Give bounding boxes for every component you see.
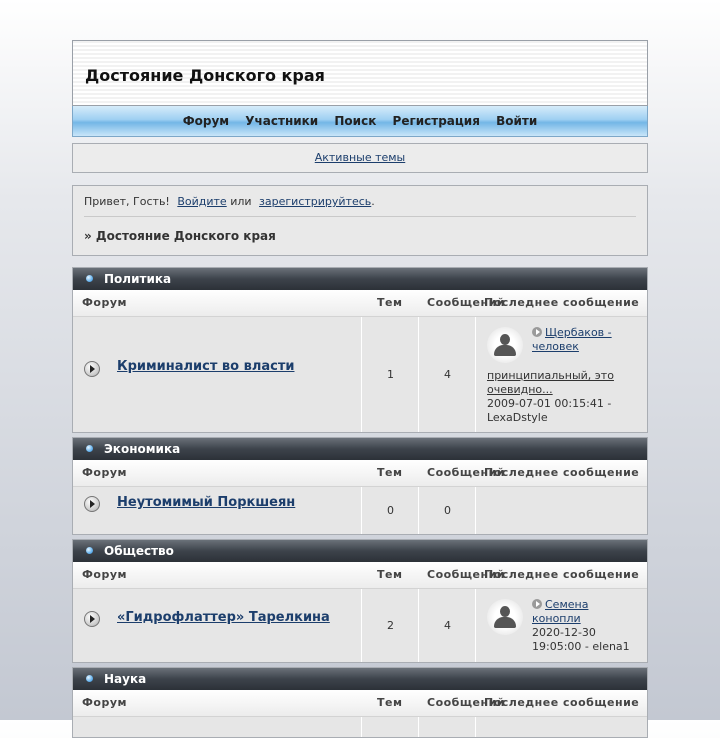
col-topics: Тем bbox=[377, 296, 403, 309]
topics-count: 1 bbox=[387, 368, 394, 381]
col-last: Последнее сообщение bbox=[484, 466, 640, 479]
topics-cell bbox=[361, 487, 419, 534]
forum-row bbox=[73, 487, 647, 534]
category-economy bbox=[72, 437, 648, 535]
col-posts: Сообщений bbox=[427, 568, 506, 581]
posts-count: 4 bbox=[444, 368, 451, 381]
forum-arrow-icon bbox=[84, 611, 100, 627]
forum-cell bbox=[73, 589, 361, 662]
nav-forum[interactable]: Форум bbox=[182, 114, 230, 128]
last-post-user: LexaDstyle bbox=[487, 411, 548, 424]
goto-post-icon bbox=[532, 599, 542, 609]
forum-link[interactable]: Неутомимый Поркшеян bbox=[117, 495, 296, 510]
last-post-title-part1[interactable] bbox=[532, 326, 612, 354]
register-link[interactable]: зарегистрируйтесь bbox=[259, 195, 372, 208]
col-last: Последнее сообщение bbox=[484, 296, 640, 309]
last-post-cell bbox=[475, 487, 647, 534]
category-title: Общество bbox=[104, 544, 174, 558]
last-post-link-cont[interactable]: конопли bbox=[532, 612, 581, 625]
site-title: Достояние Донского края bbox=[85, 66, 325, 85]
category-science bbox=[72, 667, 648, 738]
col-topics: Тем bbox=[377, 568, 403, 581]
last-post-cell bbox=[475, 317, 647, 432]
category-society bbox=[72, 539, 648, 663]
goto-post-icon bbox=[532, 327, 542, 337]
col-forum: Форум bbox=[82, 568, 128, 581]
main-navbar bbox=[72, 106, 648, 137]
last-post-user: 19:05:00 - elena1 bbox=[532, 640, 630, 653]
active-topics-bar bbox=[72, 143, 648, 173]
forum-cell bbox=[73, 487, 361, 534]
bullet-icon bbox=[86, 675, 93, 682]
last-post-link[interactable]: Щербаков - bbox=[545, 326, 612, 339]
col-forum: Форум bbox=[82, 696, 128, 709]
last-post-link-line3[interactable]: принципиальный, это bbox=[487, 369, 614, 382]
last-post-date: 2020-12-30 bbox=[532, 626, 596, 639]
col-last: Последнее сообщение bbox=[484, 568, 640, 581]
column-headers bbox=[73, 690, 647, 717]
bullet-icon bbox=[86, 275, 93, 282]
forum-wrapper bbox=[72, 40, 648, 738]
col-posts: Сообщений bbox=[427, 466, 506, 479]
forum-arrow-icon bbox=[84, 361, 100, 377]
topics-count: 0 bbox=[387, 504, 394, 517]
welcome-box bbox=[72, 185, 648, 256]
bullet-icon bbox=[86, 547, 93, 554]
forum-row bbox=[73, 317, 647, 432]
greeting-text: Привет, Гость! bbox=[84, 195, 170, 208]
login-link[interactable]: Войдите bbox=[177, 195, 227, 208]
last-post-title[interactable] bbox=[532, 598, 588, 626]
forum-cell bbox=[73, 317, 361, 432]
forum-row bbox=[73, 717, 647, 737]
col-forum: Форум bbox=[82, 466, 128, 479]
forum-link[interactable]: Криминалист во власти bbox=[117, 359, 295, 374]
posts-count: 4 bbox=[444, 619, 451, 632]
bullet-icon bbox=[86, 445, 93, 452]
category-title: Экономика bbox=[104, 442, 181, 456]
category-title: Политика bbox=[104, 272, 172, 286]
topics-cell bbox=[361, 589, 419, 662]
col-forum: Форум bbox=[82, 296, 128, 309]
posts-cell bbox=[418, 487, 476, 534]
active-topics-link[interactable]: Активные темы bbox=[314, 151, 406, 164]
topics-count: 2 bbox=[387, 619, 394, 632]
category-politics bbox=[72, 267, 648, 433]
last-post-link-cont[interactable]: человек bbox=[532, 340, 579, 353]
category-title: Наука bbox=[104, 672, 147, 686]
topics-cell bbox=[361, 317, 419, 432]
column-headers bbox=[73, 290, 647, 317]
posts-cell bbox=[418, 589, 476, 662]
breadcrumb: » Достояние Донского края bbox=[84, 229, 276, 243]
or-text: или bbox=[230, 195, 252, 208]
nav-users[interactable]: Участники bbox=[245, 114, 319, 128]
greeting-line bbox=[84, 196, 636, 217]
category-header[interactable] bbox=[73, 540, 647, 562]
period-text: . bbox=[371, 195, 375, 208]
col-last: Последнее сообщение bbox=[484, 696, 640, 709]
nav-login[interactable]: Войти bbox=[496, 114, 538, 128]
col-topics: Тем bbox=[377, 466, 403, 479]
site-header bbox=[72, 40, 648, 106]
forum-arrow-icon bbox=[84, 496, 100, 512]
forum-row bbox=[73, 589, 647, 662]
last-post-link[interactable]: Семена bbox=[545, 598, 589, 611]
user-avatar[interactable] bbox=[487, 599, 523, 635]
forum-link[interactable]: «Гидрофлаттер» Тарелкина bbox=[117, 610, 330, 625]
col-topics: Тем bbox=[377, 696, 403, 709]
category-header[interactable] bbox=[73, 268, 647, 290]
column-headers bbox=[73, 562, 647, 589]
last-post-cell bbox=[475, 589, 647, 662]
category-header[interactable] bbox=[73, 438, 647, 460]
posts-cell bbox=[418, 317, 476, 432]
col-posts: Сообщений bbox=[427, 696, 506, 709]
user-avatar[interactable] bbox=[487, 327, 523, 363]
category-header[interactable] bbox=[73, 668, 647, 690]
col-posts: Сообщений bbox=[427, 296, 506, 309]
nav-search[interactable]: Поиск bbox=[334, 114, 377, 128]
last-post-link-line4[interactable]: очевидно... bbox=[487, 383, 553, 396]
nav-register[interactable]: Регистрация bbox=[392, 114, 480, 128]
last-post-date: 2009-07-01 00:15:41 - bbox=[487, 397, 612, 410]
posts-count: 0 bbox=[444, 504, 451, 517]
column-headers bbox=[73, 460, 647, 487]
